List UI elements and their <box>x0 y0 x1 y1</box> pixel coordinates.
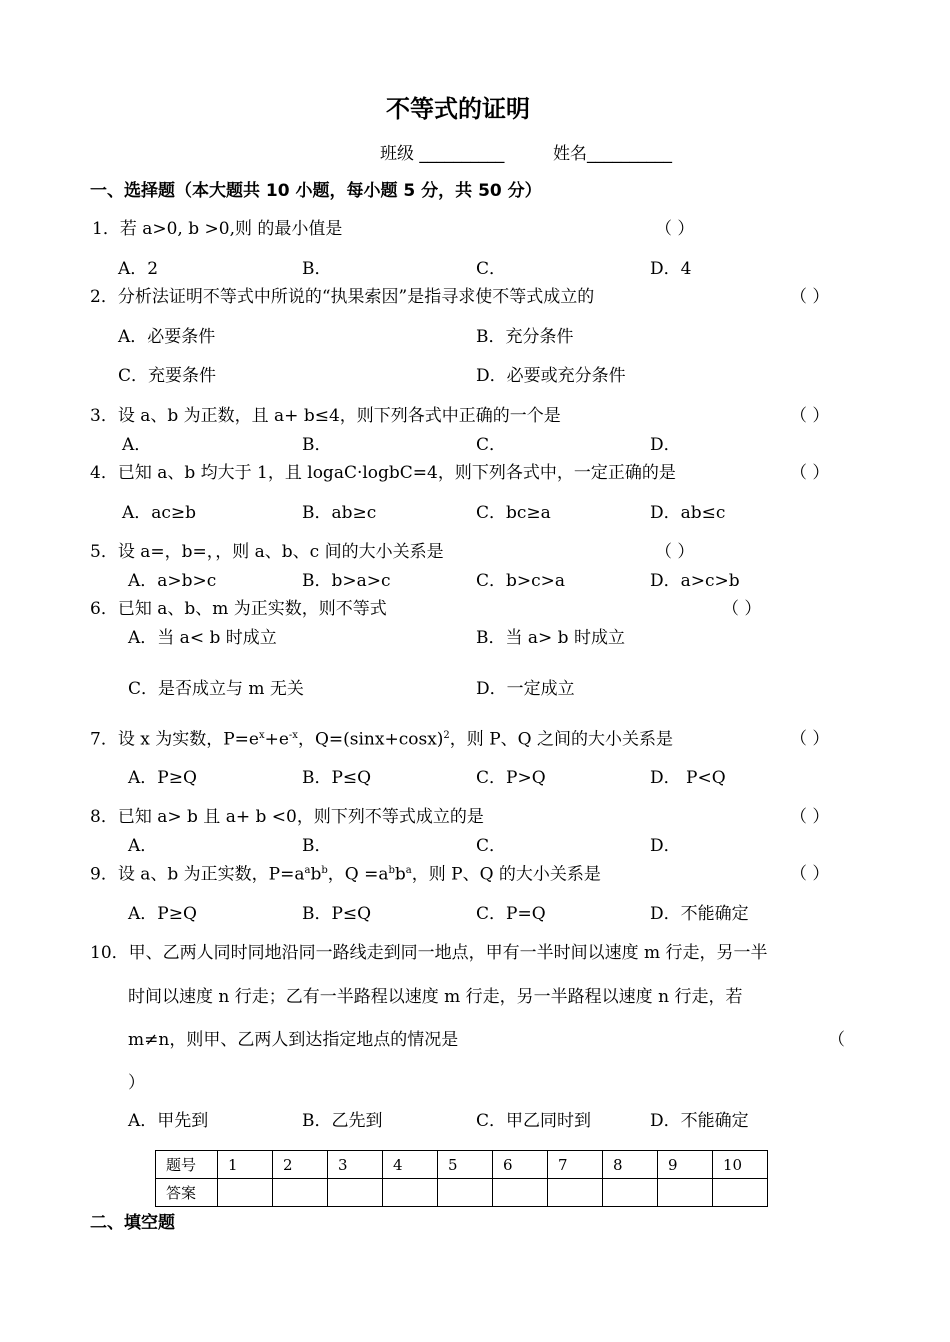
question-2-option-c: C．充要条件 <box>118 366 217 386</box>
section-heading-choice: 一、选择题（本大题共 10 小题，每小题 5 分，共 50 分） <box>90 181 542 201</box>
question-9-option-c: C．P=Q <box>476 904 546 924</box>
question-10-paren-close: ） <box>128 1073 145 1093</box>
question-10-line-3: m≠n，则甲、乙两人到达指定地点的情况是 <box>128 1030 459 1050</box>
question-1-answer-paren: （ ） <box>655 219 695 239</box>
question-9-stem: 9．设 a、b 为正实数，$P=a^ab^b$，$Q =a^bb^a$，则 P、Q 的大小关系是 <box>90 864 601 885</box>
question-4-option-a: A．ac≥b <box>122 503 197 523</box>
question-3-stem: 3．设 a、b 为正数，且 a+ b≤4，则下列各式中正确的一个是 <box>90 406 561 426</box>
answer-table-number: 8 <box>603 1151 658 1179</box>
question-3-option-b: B． <box>302 435 332 455</box>
question-3-option-d: D． <box>650 435 681 455</box>
question-5-option-c: C．b>c>a <box>476 571 566 591</box>
answer-table <box>155 1150 768 1207</box>
answer-cell[interactable] <box>658 1179 713 1207</box>
question-4-option-c: C．bc≥a <box>476 503 551 523</box>
question-1-option-c: C． <box>476 259 507 279</box>
question-8-option-b: B． <box>302 836 332 856</box>
question-6-option-c: C．是否成立与 m 无关 <box>128 679 304 699</box>
question-6-answer-paren: （ ） <box>722 599 762 619</box>
question-1-option-d: D．4 <box>650 259 692 279</box>
answer-table-answer-row <box>156 1179 768 1207</box>
class-field-label: 班级 __________ <box>380 144 505 164</box>
answer-cell[interactable] <box>603 1179 658 1207</box>
page-title: 不等式的证明 <box>386 95 530 123</box>
answer-cell[interactable] <box>713 1179 768 1207</box>
name-field-label: 姓名__________ <box>553 144 672 164</box>
question-1-option-b: B． <box>302 259 332 279</box>
section-heading-fill-in: 二、填空题 <box>90 1213 175 1233</box>
answer-table-number-row <box>156 1151 768 1179</box>
question-8-option-d: D． <box>650 836 681 856</box>
question-9-option-d: D．不能确定 <box>650 904 749 924</box>
answer-cell[interactable] <box>273 1179 328 1207</box>
question-4-option-b: B．ab≥c <box>302 503 377 523</box>
answer-table-number: 7 <box>548 1151 603 1179</box>
question-10-line-1: 10．甲、乙两人同时同地沿同一路线走到同一地点，甲有一半时间以速度 m 行走，另一半 <box>90 943 768 963</box>
question-1-option-a: A．2 <box>118 259 159 279</box>
question-6-option-a: A．当 a< b 时成立 <box>128 628 277 648</box>
question-10-option-c: C．甲乙同时到 <box>476 1111 592 1131</box>
question-10-paren-open: （ <box>828 1030 845 1050</box>
question-5-option-d: D．a>c>b <box>650 571 740 591</box>
question-3-option-a: A． <box>122 435 152 455</box>
answer-cell[interactable] <box>548 1179 603 1207</box>
question-8-answer-paren: （ ） <box>790 807 830 827</box>
answer-table-row-label: 答案 <box>156 1179 218 1207</box>
answer-table-number: 1 <box>218 1151 273 1179</box>
answer-table-row-label: 题号 <box>156 1151 218 1179</box>
question-7-option-c: C．P>Q <box>476 768 546 788</box>
answer-table-number: 2 <box>273 1151 328 1179</box>
answer-cell[interactable] <box>218 1179 273 1207</box>
question-7-option-d: D． P<Q <box>650 768 726 788</box>
question-6-option-b: B．当 a> b 时成立 <box>476 628 625 648</box>
question-2-option-a: A．必要条件 <box>118 327 216 347</box>
answer-table-number: 4 <box>383 1151 438 1179</box>
question-3-option-c: C． <box>476 435 507 455</box>
question-9-option-b: B．P≤Q <box>302 904 372 924</box>
answer-table-number: 10 <box>713 1151 768 1179</box>
question-10-line-2: 时间以速度 n 行走；乙有一半路程以速度 m 行走，另一半路程以速度 n 行走，若 <box>128 987 743 1007</box>
question-6-option-d: D．一定成立 <box>476 679 575 699</box>
question-4-option-d: D．ab≤c <box>650 503 726 523</box>
question-10-option-b: B．乙先到 <box>302 1111 383 1131</box>
question-7-option-a: A．P≥Q <box>128 768 197 788</box>
question-2-stem: 2．分析法证明不等式中所说的“执果索因”是指寻求使不等式成立的 <box>90 287 595 307</box>
question-8-stem: 8．已知 a> b 且 a+ b <0，则下列不等式成立的是 <box>90 807 484 827</box>
question-9-option-a: A．P≥Q <box>128 904 197 924</box>
answer-cell[interactable] <box>493 1179 548 1207</box>
question-4-stem: 4．已知 a、b 均大于 1，且 logaC·logbC=4，则下列各式中，一定正确的是 <box>90 463 676 483</box>
question-9-answer-paren: （ ） <box>790 864 830 884</box>
answer-cell[interactable] <box>438 1179 493 1207</box>
question-7-answer-paren: （ ） <box>790 729 830 749</box>
question-5-stem: 5．设 a=，b=，，则 a、b、c 间的大小关系是 <box>90 542 444 562</box>
question-1-stem: 1．若 a>0, b >0,则 的最小值是 <box>92 219 343 239</box>
answer-table-number: 5 <box>438 1151 493 1179</box>
question-8-option-a: A． <box>128 836 158 856</box>
question-2-answer-paren: （ ） <box>790 287 830 307</box>
question-6-stem: 6．已知 a、b、m 为正实数，则不等式 <box>90 599 387 619</box>
question-5-answer-paren: （ ） <box>655 542 695 562</box>
question-3-answer-paren: （ ） <box>790 406 830 426</box>
question-10-option-d: D．不能确定 <box>650 1111 749 1131</box>
question-5-option-b: B．b>a>c <box>302 571 391 591</box>
answer-cell[interactable] <box>328 1179 383 1207</box>
answer-table-number: 9 <box>658 1151 713 1179</box>
question-10-option-a: A．甲先到 <box>128 1111 209 1131</box>
question-7-option-b: B．P≤Q <box>302 768 372 788</box>
answer-table-number: 6 <box>493 1151 548 1179</box>
question-2-option-b: B．充分条件 <box>476 327 574 347</box>
question-7-stem: 7．设 x 为实数，$P=e^x+e^{-x}$，$Q=(\sin x+\cos x)^2$，则 P、Q 之间的大小关系是 <box>90 729 673 750</box>
question-5-option-a: A．a>b>c <box>128 571 217 591</box>
answer-cell[interactable] <box>383 1179 438 1207</box>
question-2-option-d: D．必要或充分条件 <box>476 366 626 386</box>
answer-table-number: 3 <box>328 1151 383 1179</box>
question-8-option-c: C． <box>476 836 507 856</box>
question-4-answer-paren: （ ） <box>790 463 830 483</box>
